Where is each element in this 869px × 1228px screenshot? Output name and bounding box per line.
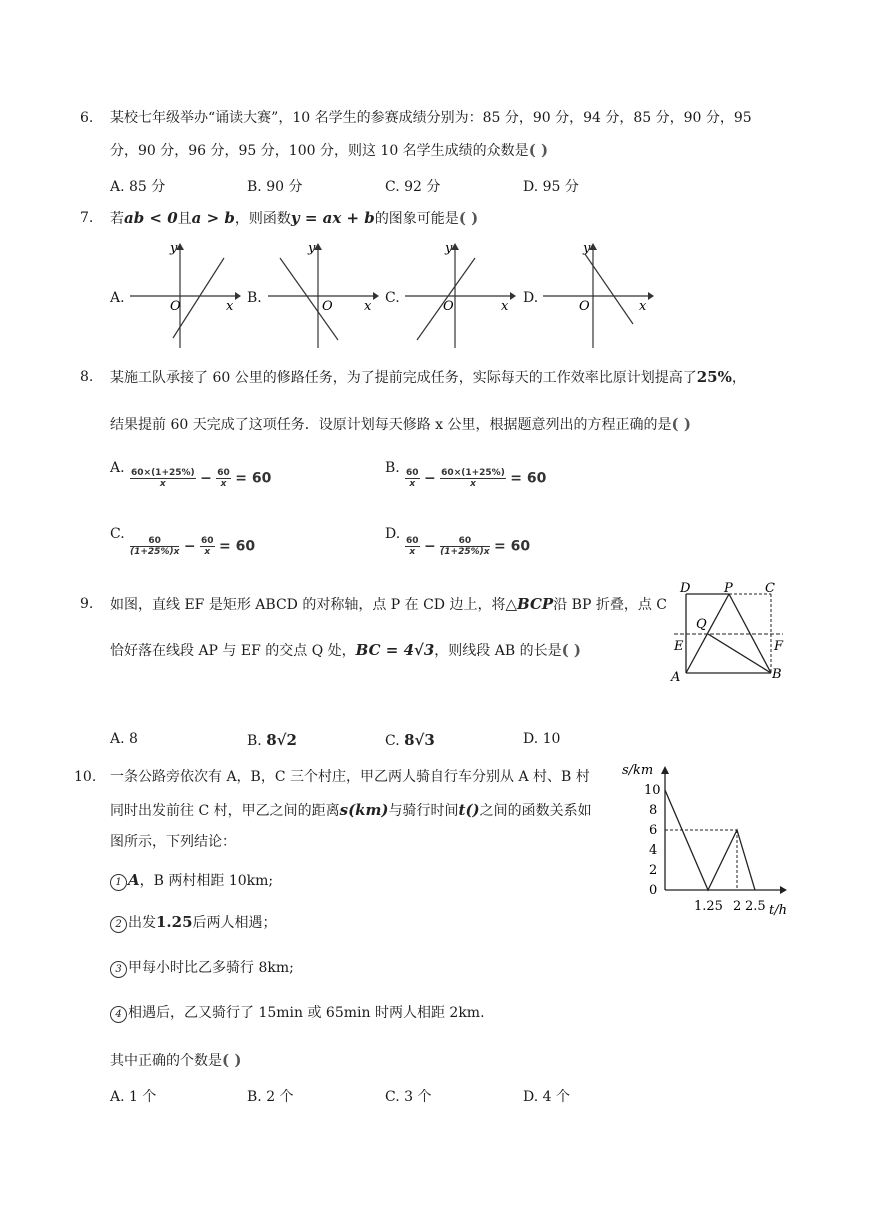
q7-graph-a [128, 240, 243, 350]
q8-label-c: C. [110, 526, 125, 542]
point-b-label: B [772, 667, 782, 682]
answer-paren: ( ) [528, 141, 549, 159]
q6-option-d: D. 95 分 [523, 179, 579, 195]
y-tick-0: 0 [649, 883, 658, 898]
q7-condition-ab: ab < 0 [124, 209, 178, 227]
x-axis-label: x [501, 299, 509, 314]
y-axis-label: y [583, 241, 591, 256]
q8-label-d: D. [385, 526, 401, 542]
q10-option-d: D. 4 个 [523, 1089, 570, 1105]
point-e-label: E [674, 639, 684, 654]
q7-graph-c [403, 240, 518, 350]
y-axis-label: y [445, 241, 453, 256]
answer-paren: ( ) [561, 641, 582, 659]
q9-rectangle-figure [668, 578, 793, 683]
q10-conclusion-4: 4 相遇后，乙又骑行了 15min 或 65min 时两人相距 2km. [110, 1003, 485, 1023]
point-d-label: D [680, 581, 691, 596]
q10-question: 其中正确的个数是( ) [110, 1051, 242, 1069]
q10-t: t() [458, 801, 480, 819]
q10-conclusion-3: 3 甲每小时比乙多骑行 8km; [110, 958, 294, 978]
q10-conclusion-1: 1 A，B 两村相距 10km; [110, 870, 273, 891]
x-tick-1-25: 1.25 [694, 899, 723, 914]
y-axis-label: s/km [622, 763, 654, 778]
q7-condition-a-gt-b: a > b [191, 209, 235, 227]
q9-option-a: A. 8 [110, 731, 138, 747]
q9-option-c: C. 8√3 [385, 731, 435, 749]
q10-line1: 一条公路旁依次有 A，B，C 三个村庄，甲乙两人骑自行车分别从 A 村、B 村 [110, 769, 590, 785]
q8-label-a: A. [110, 460, 125, 476]
q10-option-a: A. 1 个 [110, 1089, 157, 1105]
origin-label: O [170, 299, 181, 314]
q6-option-b: B. 90 分 [247, 179, 303, 195]
q7-number: 7. [80, 210, 94, 226]
q10-distance-time-graph [620, 760, 790, 918]
q8-option-b-equation: $\frac{60}{x}$ − $\frac{60\times(1+25\%)}{x}$ = 60 [406, 468, 547, 489]
q10-option-c: C. 3 个 [385, 1089, 432, 1105]
y-tick-8: 8 [649, 803, 658, 818]
q6-option-c: C. 92 分 [385, 179, 441, 195]
q7-label-a: A. [110, 290, 125, 306]
q7-label-b: B. [247, 290, 262, 306]
q9-line2: 恰好落在线段 AP 与 EF 的交点 Q 处，BC = 4√3，则线段 AB 的长是( ) [110, 641, 582, 659]
q6-line2: 分，90 分，96 分，95 分，100 分，则这 10 名学生成绩的众数是( ) [110, 141, 549, 159]
q7-label-c: C. [385, 290, 400, 306]
q8-label-b: B. [385, 460, 400, 476]
origin-label: O [322, 299, 333, 314]
q10-number: 10. [74, 769, 97, 785]
q7-stem: 若ab < 0且a > b，则函数y = ax + b的图象可能是( ) [110, 209, 479, 227]
x-axis-label: x [639, 299, 647, 314]
q7-graph-d [541, 240, 656, 350]
q9-option-b: B. 8√2 [247, 731, 297, 749]
point-c-label: C [765, 581, 775, 596]
q8-option-c-equation: $\frac{60}{(1+25\%)x}$ − $\frac{60}{x}$ = 60 [130, 536, 256, 557]
q9-line1: 如图，直线 EF 是矩形 ABCD 的对称轴，点 P 在 CD 边上，将△BCP沿 BP 折叠，点 C [110, 595, 667, 613]
answer-paren: ( ) [671, 415, 691, 433]
q8-option-d-equation: $\frac{60}{x}$ − $\frac{60}{(1+25\%)x}$ = 60 [406, 536, 531, 557]
q8-number: 8. [80, 369, 94, 385]
q6-option-a: A. 85 分 [110, 179, 166, 195]
origin-label: O [579, 299, 590, 314]
q7-function: y = ax + b [290, 209, 375, 227]
q9-bc-length: BC = 4√3 [355, 641, 435, 659]
answer-paren: ( ) [222, 1051, 242, 1069]
point-f-label: F [774, 639, 784, 654]
q8-percent: 25% [696, 368, 732, 386]
point-p-label: P [724, 581, 733, 596]
q7-label-d: D. [523, 290, 539, 306]
y-tick-4: 4 [649, 843, 658, 858]
q10-line2: 同时出发前往 C 村，甲乙之间的距离s(km)与骑行时间t()之间的函数关系如 [110, 801, 592, 819]
q6-line1: 某校七年级举办“诵读大赛”，10 名学生的参赛成绩分别为：85 分，90 分，94 分，85 分，90 分，95 [110, 110, 752, 126]
q8-option-a-equation: $\frac{60\times(1+25\%)}{x}$ − $\frac{60}{x}$ = 60 [131, 468, 272, 489]
origin-label: O [443, 299, 454, 314]
q10-conclusion-2: 2 出发1.25后两人相遇； [110, 912, 277, 933]
point-q-label: Q [696, 617, 707, 632]
q7-graph-b [266, 240, 381, 350]
q8-line2: 结果提前 60 天完成了这项任务．设原计划每天修路 x 公里，根据题意列出的方程正确的是( ) [110, 415, 691, 433]
x-axis-label: x [364, 299, 372, 314]
x-tick-2-5: 2.5 [745, 899, 766, 914]
q10-option-b: B. 2 个 [247, 1089, 294, 1105]
q9-triangle: △BCP [505, 595, 554, 613]
x-axis-label: t/h [769, 903, 787, 918]
q8-line1: 某施工队承接了 60 公里的修路任务，为了提前完成任务，实际每天的工作效率比原计划提高了25%， [110, 368, 746, 386]
q9-number: 9. [80, 596, 94, 612]
q6-number: 6. [80, 110, 94, 126]
y-axis-label: y [170, 241, 178, 256]
q10-s-km: s(km) [339, 801, 389, 819]
point-a-label: A [671, 670, 681, 683]
x-axis-label: x [226, 299, 234, 314]
q9-option-d: D. 10 [523, 731, 561, 747]
y-tick-10: 10 [644, 783, 661, 798]
y-tick-6: 6 [649, 823, 658, 838]
answer-paren: ( ) [458, 209, 479, 227]
x-tick-2: 2 [733, 899, 742, 914]
q10-line3: 图所示，下列结论： [110, 834, 236, 850]
y-axis-label: y [308, 241, 316, 256]
y-tick-2: 2 [649, 863, 658, 878]
